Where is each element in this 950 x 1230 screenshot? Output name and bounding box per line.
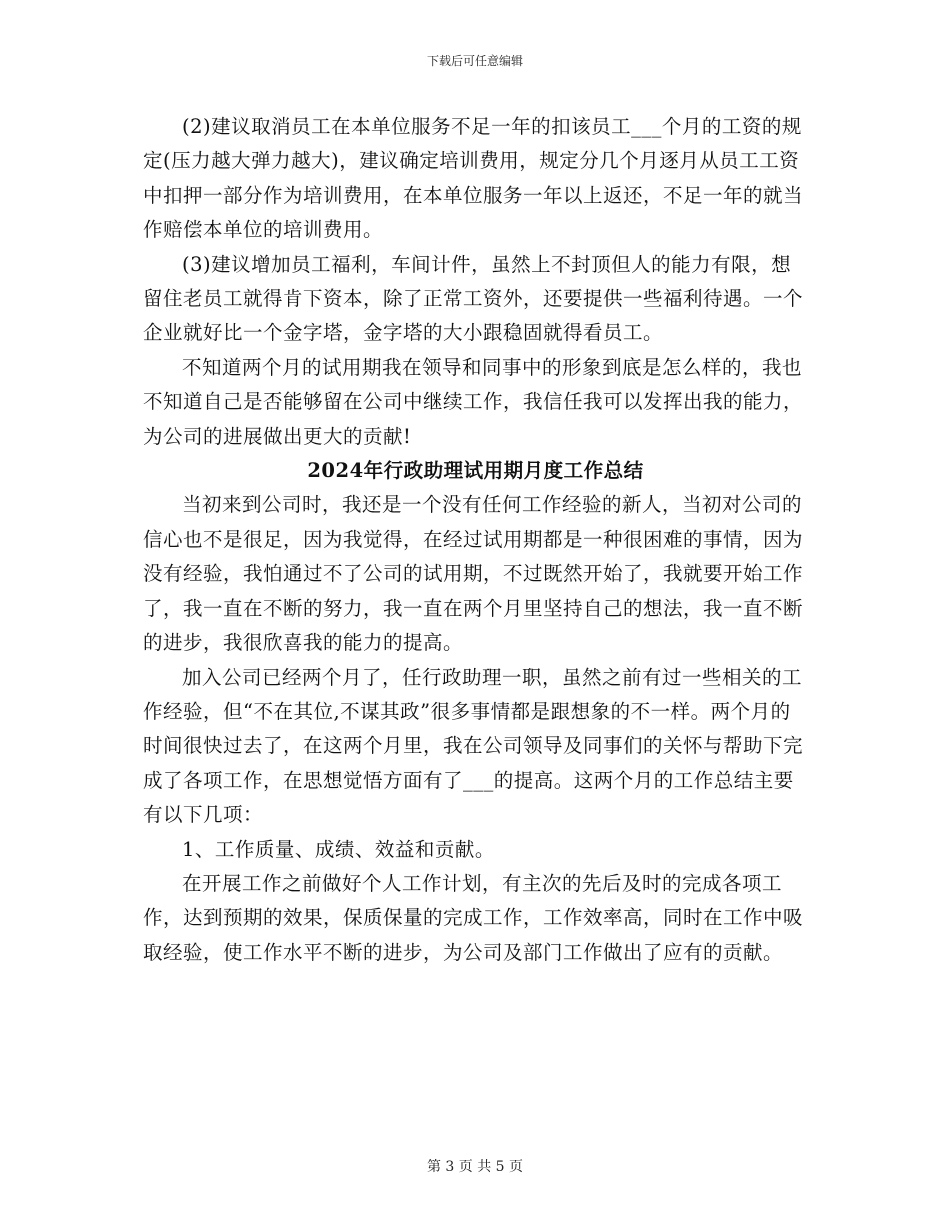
document-body [143,110,808,970]
paragraph-closing: 不知道两个月的试用期我在领导和同事中的形象到底是怎么样的，我也不知道自己是否能够留在公司中继续工作，我信任我可以发挥出我的能力，为公司的进展做出更大的贡献! [143,355,804,448]
page-footer: 第 3 页 共 5 页 [426,1159,524,1175]
paragraph-intro: 当初来到公司时，我还是一个没有任何工作经验的新人，当初对公司的信心也不是很足，因为我觉得，在经过试用期都是一种很困难的事情，因为没有经验，我怕通过不了公司的试用期，不过既然开始了，我就要开始工作了，我一直在不断的努力，我一直在两个月里坚持自己的想法，我一直不断的进步，我很欣喜我的能力的提高。 [143,493,804,655]
paragraph-item-1-body: 在开展工作之前做好个人工作计划，有主次的先后及时的完成各项工作，达到预期的效果，保质保量的完成工作，工作效率高，同时在工作中吸取经验，使工作水平不断的进步，为公司及部门工作做出了应有的贡献。 [143,871,804,964]
paragraph-two-months: 加入公司已经两个月了，任行政助理一职，虽然之前有过一些相关的工作经验，但“不在其位,不谋其政”很多事情都是跟想象的不一样。两个月的时间很快过去了，在这两个月里，我在公司领导及同事们的关怀与帮助下完成了各项工作，在思想觉悟方面有了___的提高。这两个月的工作总结主要有以下几项： [143,665,804,827]
section-title: 2024年行政助理试用期月度工作总结 [307,459,644,483]
paragraph-suggestion-2: (2)建议取消员工在本单位服务不足一年的扣该员工___个月的工资的规定(压力越大弹力越大)，建议确定培训费用，规定分几个月逐月从员工工资中扣押一部分作为培训费用，在本单位服务一年以上返还，不足一年的就当作赔偿本单位的培训费用。 [143,115,804,242]
paragraph-item-1-heading: 1、工作质量、成绩、效益和贡献。 [182,837,495,861]
page-header: 下载后可任意编辑 [426,54,523,68]
paragraph-suggestion-3: (3)建议增加员工福利，车间计件，虽然上不封顶但人的能力有限，想留住老员工就得肯下资本，除了正常工资外，还要提供一些福利待遇。一个企业就好比一个金字塔，金字塔的大小跟稳固就得看员工。 [143,252,804,345]
